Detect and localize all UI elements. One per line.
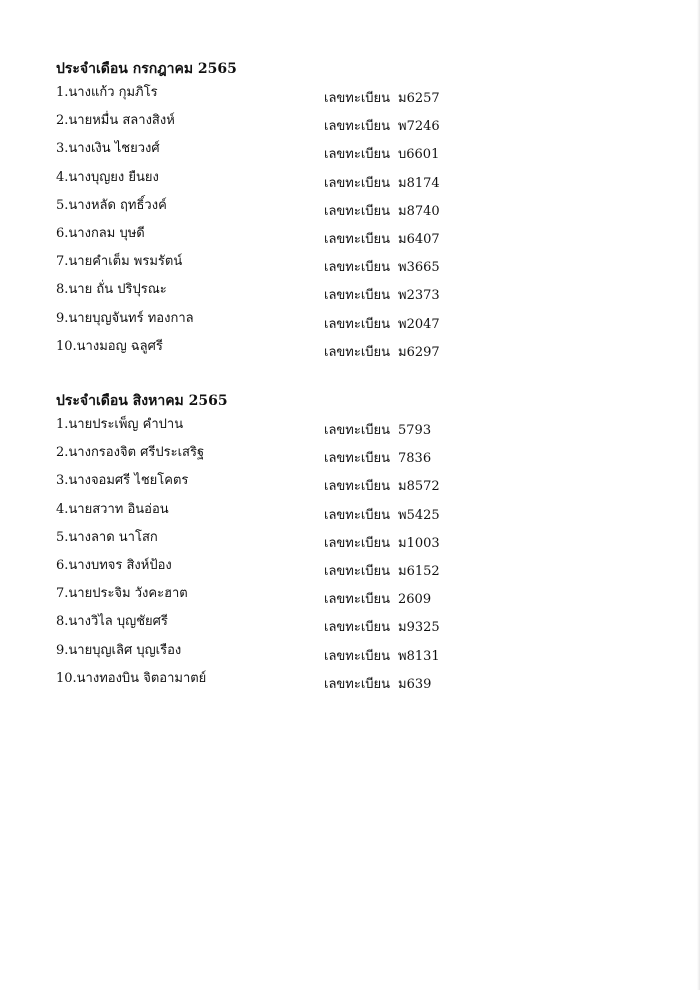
section-july-2565 — [56, 58, 656, 365]
list-item — [56, 196, 656, 224]
registration-number: 7836 — [398, 451, 432, 467]
person-name: 8.นาย ถั่น ปริปุรณะ — [56, 282, 167, 298]
registration-label: เลขทะเบียน — [324, 479, 391, 495]
registration-number: ม9325 — [398, 620, 440, 636]
registration-label: เลขทะเบียน — [324, 344, 391, 360]
person-name: 5.นางลาด นาโสก — [56, 529, 158, 545]
person-name: 1.นางแก้ว กุมภิโร — [56, 85, 158, 100]
list-item — [56, 641, 656, 669]
list-item — [56, 584, 656, 612]
section-title: ประจำเดือน สิงหาคม 2565 — [56, 393, 228, 409]
registration-number: พ8131 — [398, 648, 440, 664]
list-item — [56, 612, 656, 640]
registration-label: เลขทะเบียน — [324, 648, 391, 664]
list-item — [56, 528, 656, 556]
registration-number: ม639 — [398, 676, 432, 692]
list-item — [56, 168, 656, 196]
registration-number: 5793 — [398, 423, 432, 438]
register-list — [56, 83, 656, 365]
registration-number: ม8174 — [398, 175, 440, 191]
person-name: 2.นายหมื่น สลางสิงห์ — [56, 113, 175, 129]
registration-label: เลขทะเบียน — [324, 451, 391, 467]
registration-label: เลขทะเบียน — [324, 260, 391, 276]
person-name: 10.นางมอญ ฉลูศรี — [56, 338, 163, 354]
list-item — [56, 415, 656, 443]
registration-number: ม1003 — [398, 535, 440, 551]
registration-number: ม6407 — [398, 231, 440, 247]
list-item — [56, 224, 656, 252]
registration-label: เลขทะเบียน — [324, 423, 391, 438]
person-name: 6.นางกลม บุษดี — [56, 225, 145, 241]
person-name: 4.นายสวาท อินอ่อน — [56, 501, 169, 517]
list-item — [56, 139, 656, 167]
person-name: 5.นางหลัด ฤทธิ์วงค์ — [56, 197, 167, 213]
registration-number: พ2047 — [398, 316, 440, 332]
list-item — [56, 669, 656, 697]
list-item — [56, 500, 656, 528]
registration-label: เลขทะเบียน — [324, 316, 391, 332]
person-name: 6.นางบทจร สิงห์ป้อง — [56, 557, 172, 573]
person-name: 10.นางทองบิน จิตอามาตย์ — [56, 670, 207, 686]
registration-label: เลขทะเบียน — [324, 147, 391, 163]
registration-number: 2609 — [398, 592, 432, 608]
person-name: 7.นายคำเต็ม พรมรัตน์ — [56, 254, 183, 270]
person-name: 9.นายบุญจันทร์ ทองกาล — [56, 310, 194, 326]
registration-number: ม8740 — [398, 203, 440, 219]
registration-label: เลขทะเบียน — [324, 175, 391, 191]
list-item — [56, 280, 656, 308]
registration-number: ม6152 — [398, 563, 440, 579]
registration-label: เลขทะเบียน — [324, 288, 391, 304]
register-list — [56, 415, 656, 697]
person-name: 9.นายบุญเลิศ บุญเรือง — [56, 642, 182, 658]
registration-label: เลขทะเบียน — [324, 676, 391, 692]
person-name: 2.นางกรองจิต ศรีประเสริฐ — [56, 445, 205, 461]
list-item — [56, 252, 656, 280]
registration-number: พ5425 — [398, 507, 440, 523]
registration-number: พ2373 — [398, 288, 440, 304]
registration-number: พ3665 — [398, 260, 440, 276]
person-name: 3.นางเงิน ไชยวงศ์ — [56, 141, 160, 157]
registration-label: เลขทะเบียน — [324, 91, 391, 106]
registration-label: เลขทะเบียน — [324, 563, 391, 579]
section-august-2565 — [56, 390, 656, 697]
list-item — [56, 471, 656, 499]
list-item — [56, 337, 656, 365]
list-item — [56, 443, 656, 471]
registration-number: บ6601 — [398, 147, 440, 163]
registration-number: ม8572 — [398, 479, 440, 495]
list-item — [56, 111, 656, 139]
registration-number: ม6297 — [398, 344, 440, 360]
registration-number: ม6257 — [398, 91, 440, 106]
registration-label: เลขทะเบียน — [324, 231, 391, 247]
section-title: ประจำเดือน กรกฎาคม 2565 — [56, 61, 237, 77]
registration-label: เลขทะเบียน — [324, 507, 391, 523]
list-item — [56, 556, 656, 584]
person-name: 7.นายประจิม วังคะฮาต — [56, 586, 188, 602]
registration-label: เลขทะเบียน — [324, 535, 391, 551]
registration-label: เลขทะเบียน — [324, 592, 391, 608]
person-name: 1.นายประเพ็ญ คำปาน — [56, 417, 184, 432]
person-name: 3.นางจอมศรี ไชยโคตร — [56, 473, 189, 489]
person-name: 8.นางวิไล บุญชัยศรี — [56, 614, 168, 630]
registration-number: พ7246 — [398, 119, 440, 135]
person-name: 4.นางบุญยง ยืนยง — [56, 169, 159, 185]
list-item — [56, 83, 656, 111]
registration-label: เลขทะเบียน — [324, 203, 391, 219]
registration-label: เลขทะเบียน — [324, 119, 391, 135]
list-item — [56, 309, 656, 337]
registration-label: เลขทะเบียน — [324, 620, 391, 636]
